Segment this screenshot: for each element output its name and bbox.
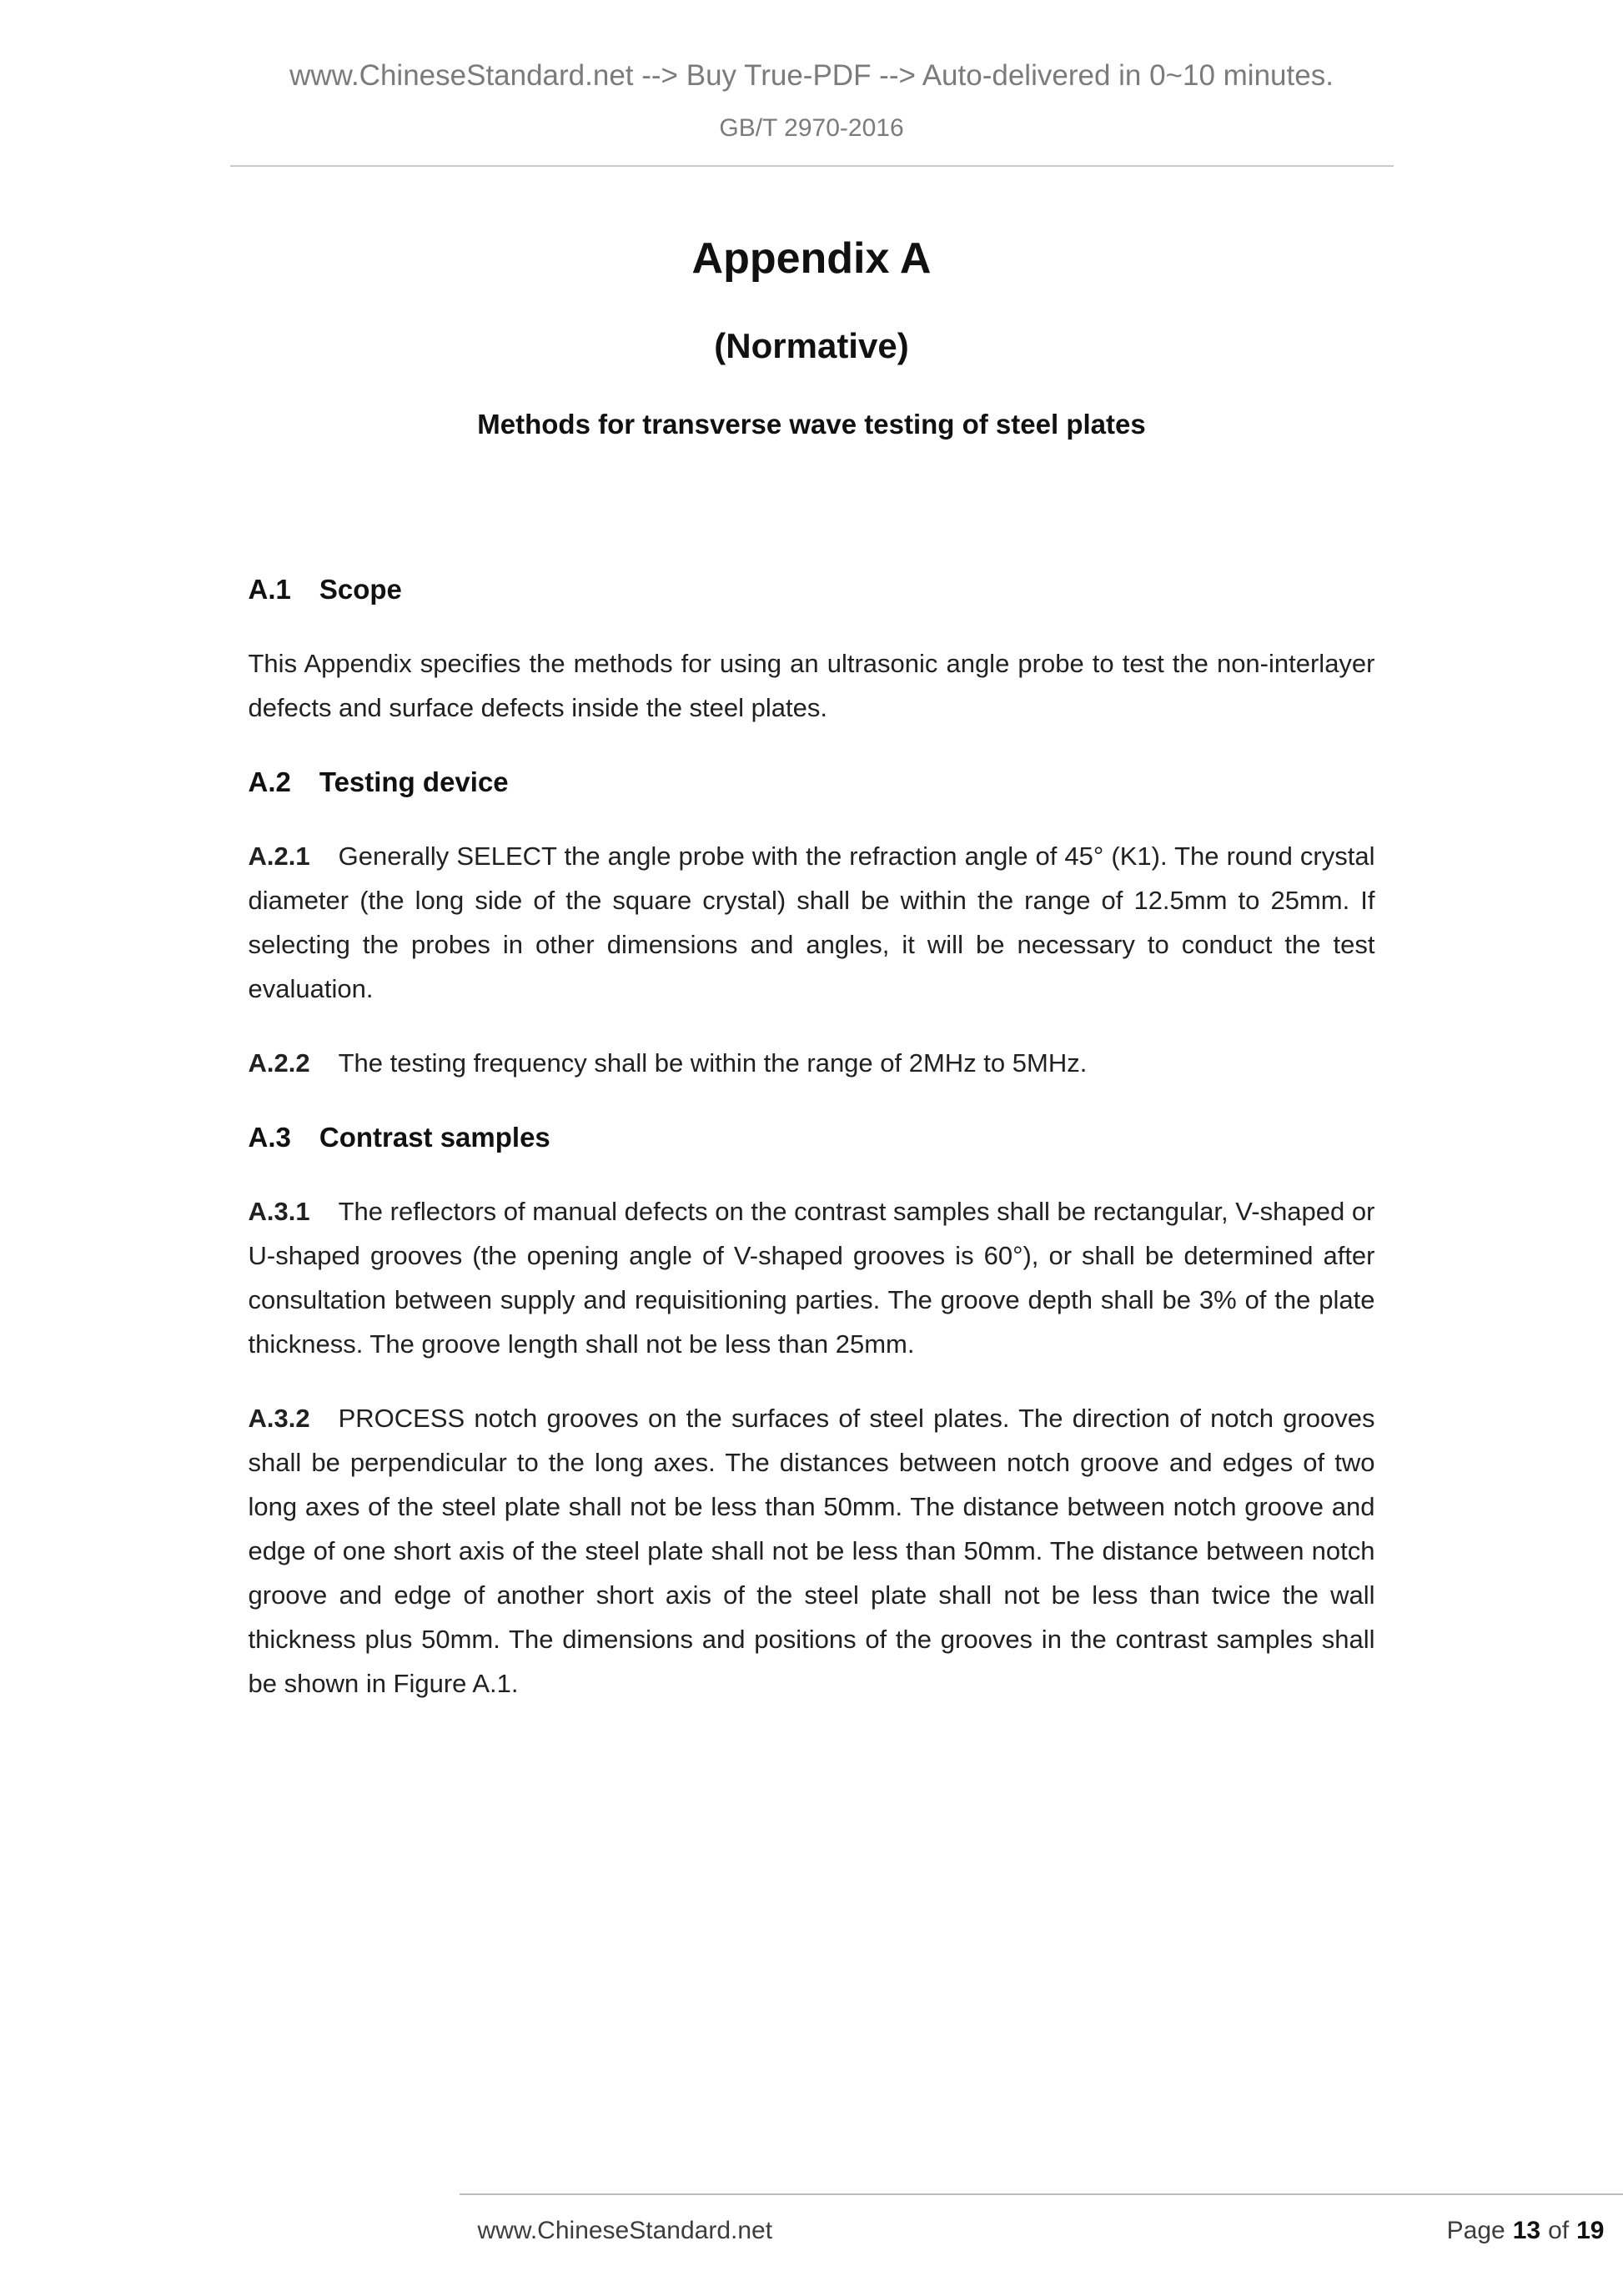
paragraph — [249, 834, 1375, 1011]
section-number: A.1 — [248, 574, 291, 605]
section-a3-heading — [249, 1115, 1375, 1159]
section-a2-heading — [249, 760, 1375, 804]
paragraph-text: The reflectors of manual defects on the contrast samples shall be rectangular, V-shaped or U-shaped grooves (the opening angle of V-shaped grooves is 60°), or shall be determined after consultation between supply and requisitioning parties. The groove depth shall be 3% of the plate thickness. The groove length shall not be less than 25mm. — [248, 1197, 1375, 1359]
section-a1 — [249, 567, 1375, 730]
of-word: of — [1548, 2217, 1570, 2244]
header-standard-number: GB/T 2970-2016 — [719, 114, 904, 142]
header-promo-link[interactable]: www.ChineseStandard.net --> Buy True-PDF --> Auto-delivered in 0~10 minutes. — [289, 59, 1334, 92]
section-number: A.3 — [248, 1122, 291, 1153]
paragraph — [249, 1041, 1375, 1085]
clause-number: A.2.2 — [248, 1048, 310, 1078]
paragraph — [249, 641, 1375, 730]
document-content — [230, 234, 1394, 1706]
section-a2 — [249, 760, 1375, 1085]
paragraph-text: Generally SELECT the angle probe with the refraction angle of 45° (K1). The round crystal diameter (the long side of the square crystal) shall be within the range of 12.5mm to 25mm. If selecting the probes in other dimensions and angles, it will be necessary to conduct the test evaluation. — [248, 842, 1375, 1003]
section-a3 — [249, 1115, 1375, 1706]
appendix-method-title: Methods for transverse wave testing of steel plates — [477, 409, 1146, 440]
page-indicator — [1447, 2217, 1605, 2245]
clause-number: A.3.2 — [248, 1404, 310, 1433]
page-word: Page — [1446, 2217, 1505, 2244]
paragraph-text: The testing frequency shall be within the range of 2MHz to 5MHz. — [338, 1048, 1088, 1078]
paragraph-text: This Appendix specifies the methods for using an ultrasonic angle probe to test the non-interlayer defects and surface defects inside the steel plates. — [248, 649, 1375, 722]
pdf-footer — [460, 2193, 1623, 2245]
appendix-title: Appendix A — [691, 234, 932, 283]
paragraph — [249, 1189, 1375, 1366]
section-title: Testing device — [319, 766, 509, 797]
total-page-number: 19 — [1576, 2217, 1605, 2244]
clause-number: A.2.1 — [248, 842, 310, 871]
section-title: Contrast samples — [319, 1122, 550, 1153]
footer-site-link[interactable]: www.ChineseStandard.net — [477, 2217, 773, 2244]
footer-row — [460, 2195, 1623, 2245]
paragraph-text: PROCESS notch grooves on the surfaces of steel plates. The direction of notch grooves shall be perpendicular to the long axes. The distances between notch groove and edges of two long axes of the steel plate shall not be less than 50mm. The distance between notch groove and edge of one short axis of the steel plate shall not be less than 50mm. The distance between notch groove and edge of another short axis of the steel plate shall not be less than twice the wall thickness plus 50mm. The dimensions and positions of the grooves in the contrast samples shall be shown in Figure A.1. — [248, 1404, 1375, 1698]
clause-number: A.3.1 — [248, 1197, 310, 1226]
section-title: Scope — [319, 574, 402, 605]
header-divider — [230, 165, 1394, 167]
document-page — [230, 0, 1605, 2244]
pdf-header — [230, 58, 1394, 167]
current-page-number: 13 — [1512, 2217, 1541, 2244]
paragraph — [249, 1396, 1375, 1706]
section-number: A.2 — [248, 766, 291, 797]
appendix-normative-subtitle: (Normative) — [714, 326, 909, 365]
section-a1-heading — [249, 567, 1375, 611]
